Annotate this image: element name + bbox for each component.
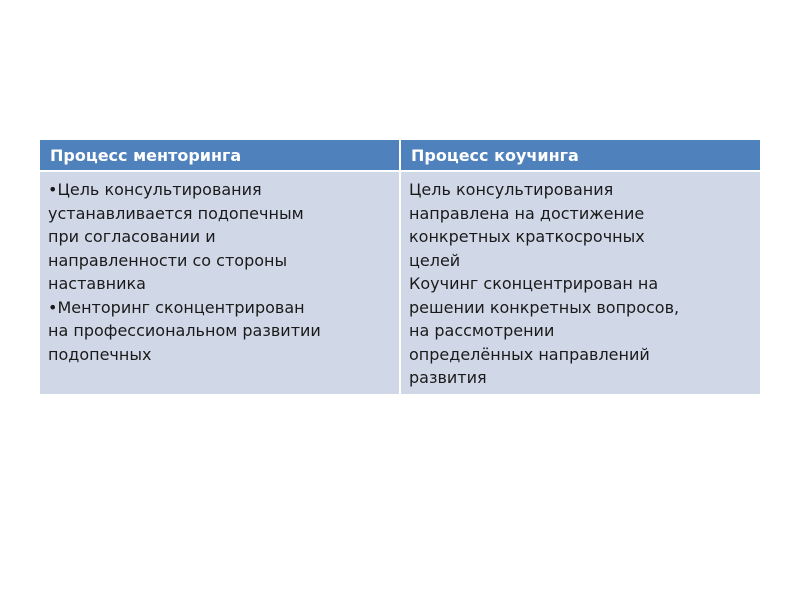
coaching-line: конкретных краткосрочных [409, 227, 645, 246]
coaching-line: целей [409, 250, 461, 270]
mentoring-line: устанавливается подопечным [48, 203, 304, 223]
coaching-line: решении конкретных вопросов, [409, 297, 680, 317]
coaching-line: на рассмотрении [409, 321, 555, 340]
mentoring-line: наставника [48, 274, 146, 293]
coaching-line: направлена на достижение [409, 203, 645, 223]
table-header-row [40, 140, 760, 171]
mentoring-line: •Цель консультирования [48, 180, 262, 199]
coaching-line: определённых направлений [409, 344, 650, 364]
mentoring-line: направленности со стороны [48, 250, 288, 270]
mentoring-line: на профессиональном развитии [48, 321, 321, 340]
comparison-table [40, 140, 760, 394]
table-row [40, 171, 760, 394]
mentoring-line: подопечных [48, 344, 152, 364]
coaching-line: развития [409, 368, 487, 387]
coaching-line: Цель консультирования [409, 180, 614, 199]
mentoring-line: при согласовании и [48, 227, 216, 246]
header-coaching: Процесс коучинга [400, 140, 760, 171]
coaching-line: Коучинг сконцентрирован на [409, 274, 659, 293]
coaching-cell [400, 171, 760, 394]
header-mentoring: Процесс менторинга [40, 140, 400, 171]
mentoring-line: •Менторинг сконцентрирован [48, 297, 305, 317]
mentoring-cell [40, 171, 400, 394]
